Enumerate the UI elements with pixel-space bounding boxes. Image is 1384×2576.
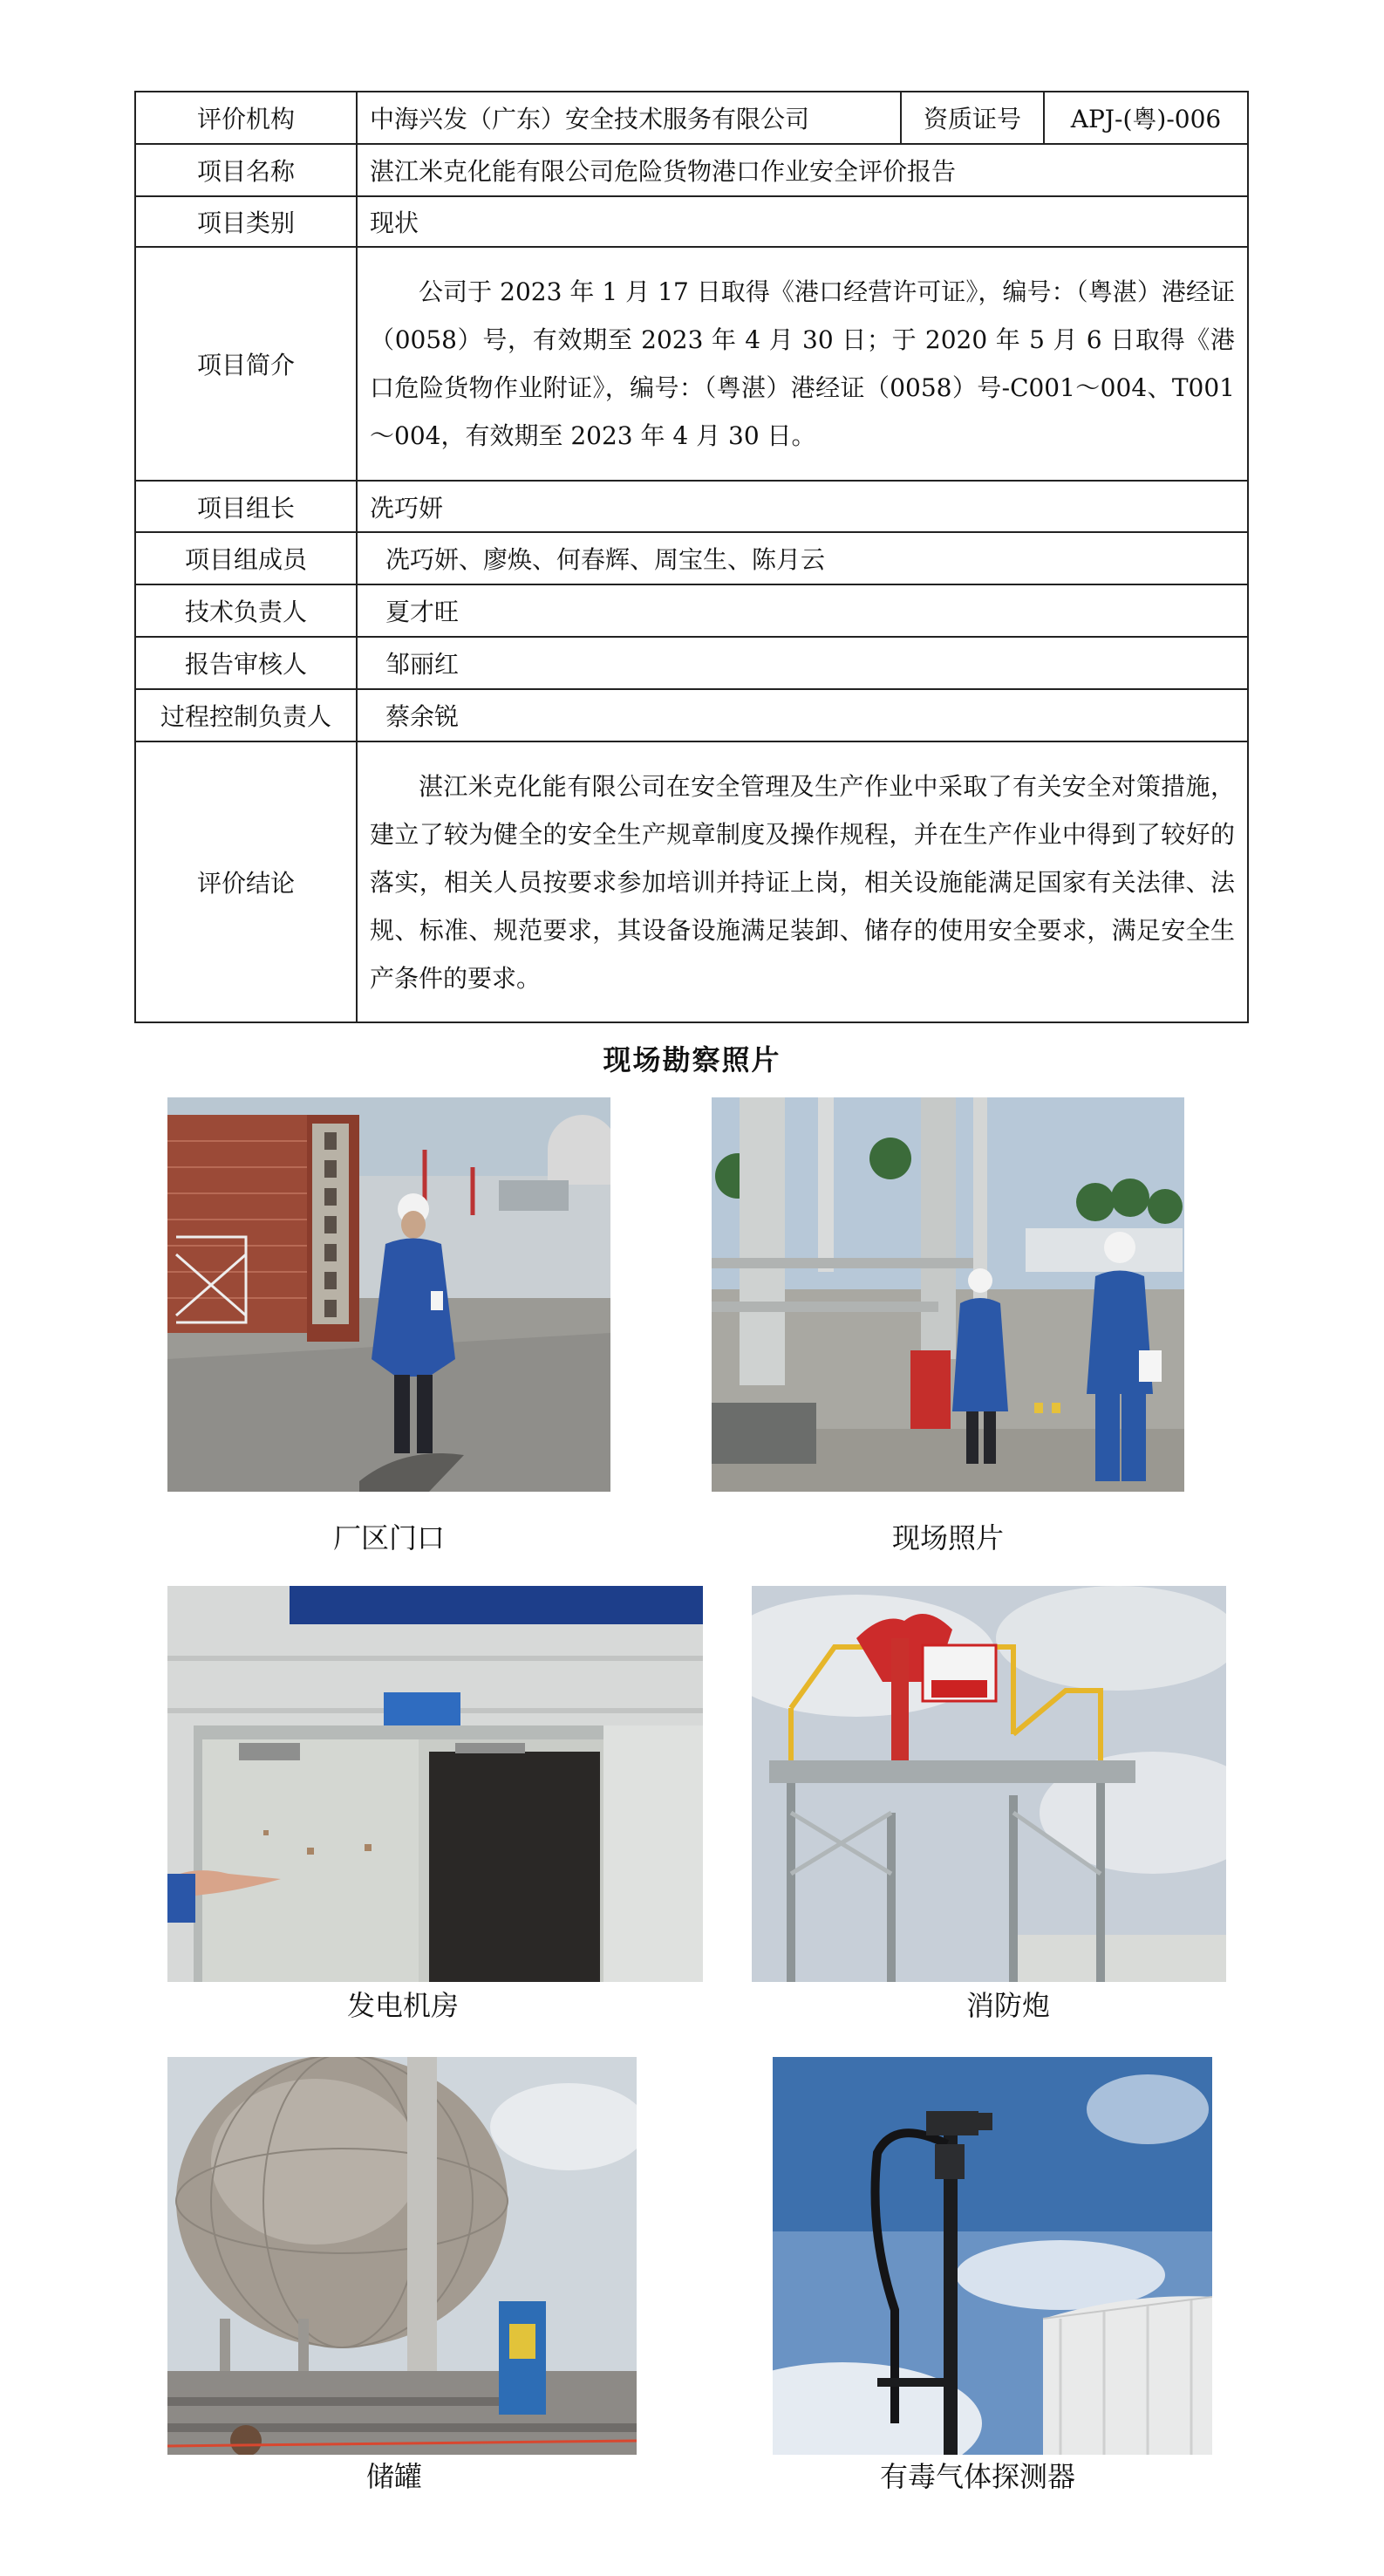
project-info-table	[134, 91, 1249, 1023]
row-org	[135, 92, 1248, 144]
tank-photo	[167, 2057, 637, 2455]
generator-photo	[167, 1586, 703, 1982]
row-tech	[135, 584, 1248, 637]
type-value: 现状	[357, 196, 1248, 247]
site-photo	[712, 1097, 1184, 1492]
gate-photo	[167, 1097, 610, 1492]
row-reviewer	[135, 637, 1248, 689]
members-label: 项目组成员	[135, 532, 357, 584]
row-intro	[135, 247, 1248, 481]
tank-caption: 储罐	[365, 2460, 422, 2493]
generator-caption: 发电机房	[346, 1989, 459, 2022]
leader-value: 冼巧妍	[357, 481, 1248, 532]
photos-section-title: 现场勘察照片	[603, 1043, 781, 1076]
conclusion-label: 评价结论	[135, 741, 357, 1022]
tech-label: 技术负责人	[135, 584, 357, 637]
name-label: 项目名称	[135, 144, 357, 196]
cert-label: 资质证号	[901, 92, 1044, 144]
detector-photo	[773, 2057, 1212, 2455]
reviewer-label: 报告审核人	[135, 637, 357, 689]
row-leader	[135, 481, 1248, 532]
gate-caption: 厂区门口	[332, 1521, 445, 1554]
process-label: 过程控制负责人	[135, 689, 357, 741]
detector-caption: 有毒气体探测器	[879, 2460, 1075, 2493]
cannon-photo	[752, 1586, 1226, 1982]
intro-value: 公司于 2023 年 1 月 17 日取得《港口经营许可证》，编号：（粤湛）港经证（0058）号，有效期至 2023 年 4 月 30 日；于 2020 年 5 月 6 日取得《港口危险货物作业附证》，编号：（粤湛）港经证（0058）号-C001～004、T001～004，有效期至 2023 年 4 月 30 日。	[357, 247, 1248, 481]
row-process	[135, 689, 1248, 741]
cannon-caption: 消防炮	[965, 1989, 1050, 2022]
row-conclusion	[135, 741, 1248, 1022]
conclusion-value: 湛江米克化能有限公司在安全管理及生产作业中采取了有关安全对策措施，建立了较为健全的安全生产规章制度及操作规程，并在生产作业中得到了较好的落实，相关人员按要求参加培训并持证上岗，相关设施能满足国家有关法律、法规、标准、规范要求，其设备设施满足装卸、储存的使用安全要求，满足安全生产条件的要求。	[357, 741, 1248, 1022]
reviewer-value: 邹丽红	[357, 637, 1248, 689]
process-value: 蔡余锐	[357, 689, 1248, 741]
row-name	[135, 144, 1248, 196]
site-caption: 现场照片	[891, 1521, 1004, 1554]
type-label: 项目类别	[135, 196, 357, 247]
members-value: 冼巧妍、廖焕、何春辉、周宝生、陈月云	[357, 532, 1248, 584]
org-label: 评价机构	[135, 92, 357, 144]
name-value: 湛江米克化能有限公司危险货物港口作业安全评价报告	[357, 144, 1248, 196]
cert-value: APJ-(粤)-006	[1044, 92, 1248, 144]
intro-label: 项目简介	[135, 247, 357, 481]
row-type	[135, 196, 1248, 247]
leader-label: 项目组长	[135, 481, 357, 532]
org-value: 中海兴发（广东）安全技术服务有限公司	[357, 92, 901, 144]
row-members	[135, 532, 1248, 584]
tech-value: 夏才旺	[357, 584, 1248, 637]
